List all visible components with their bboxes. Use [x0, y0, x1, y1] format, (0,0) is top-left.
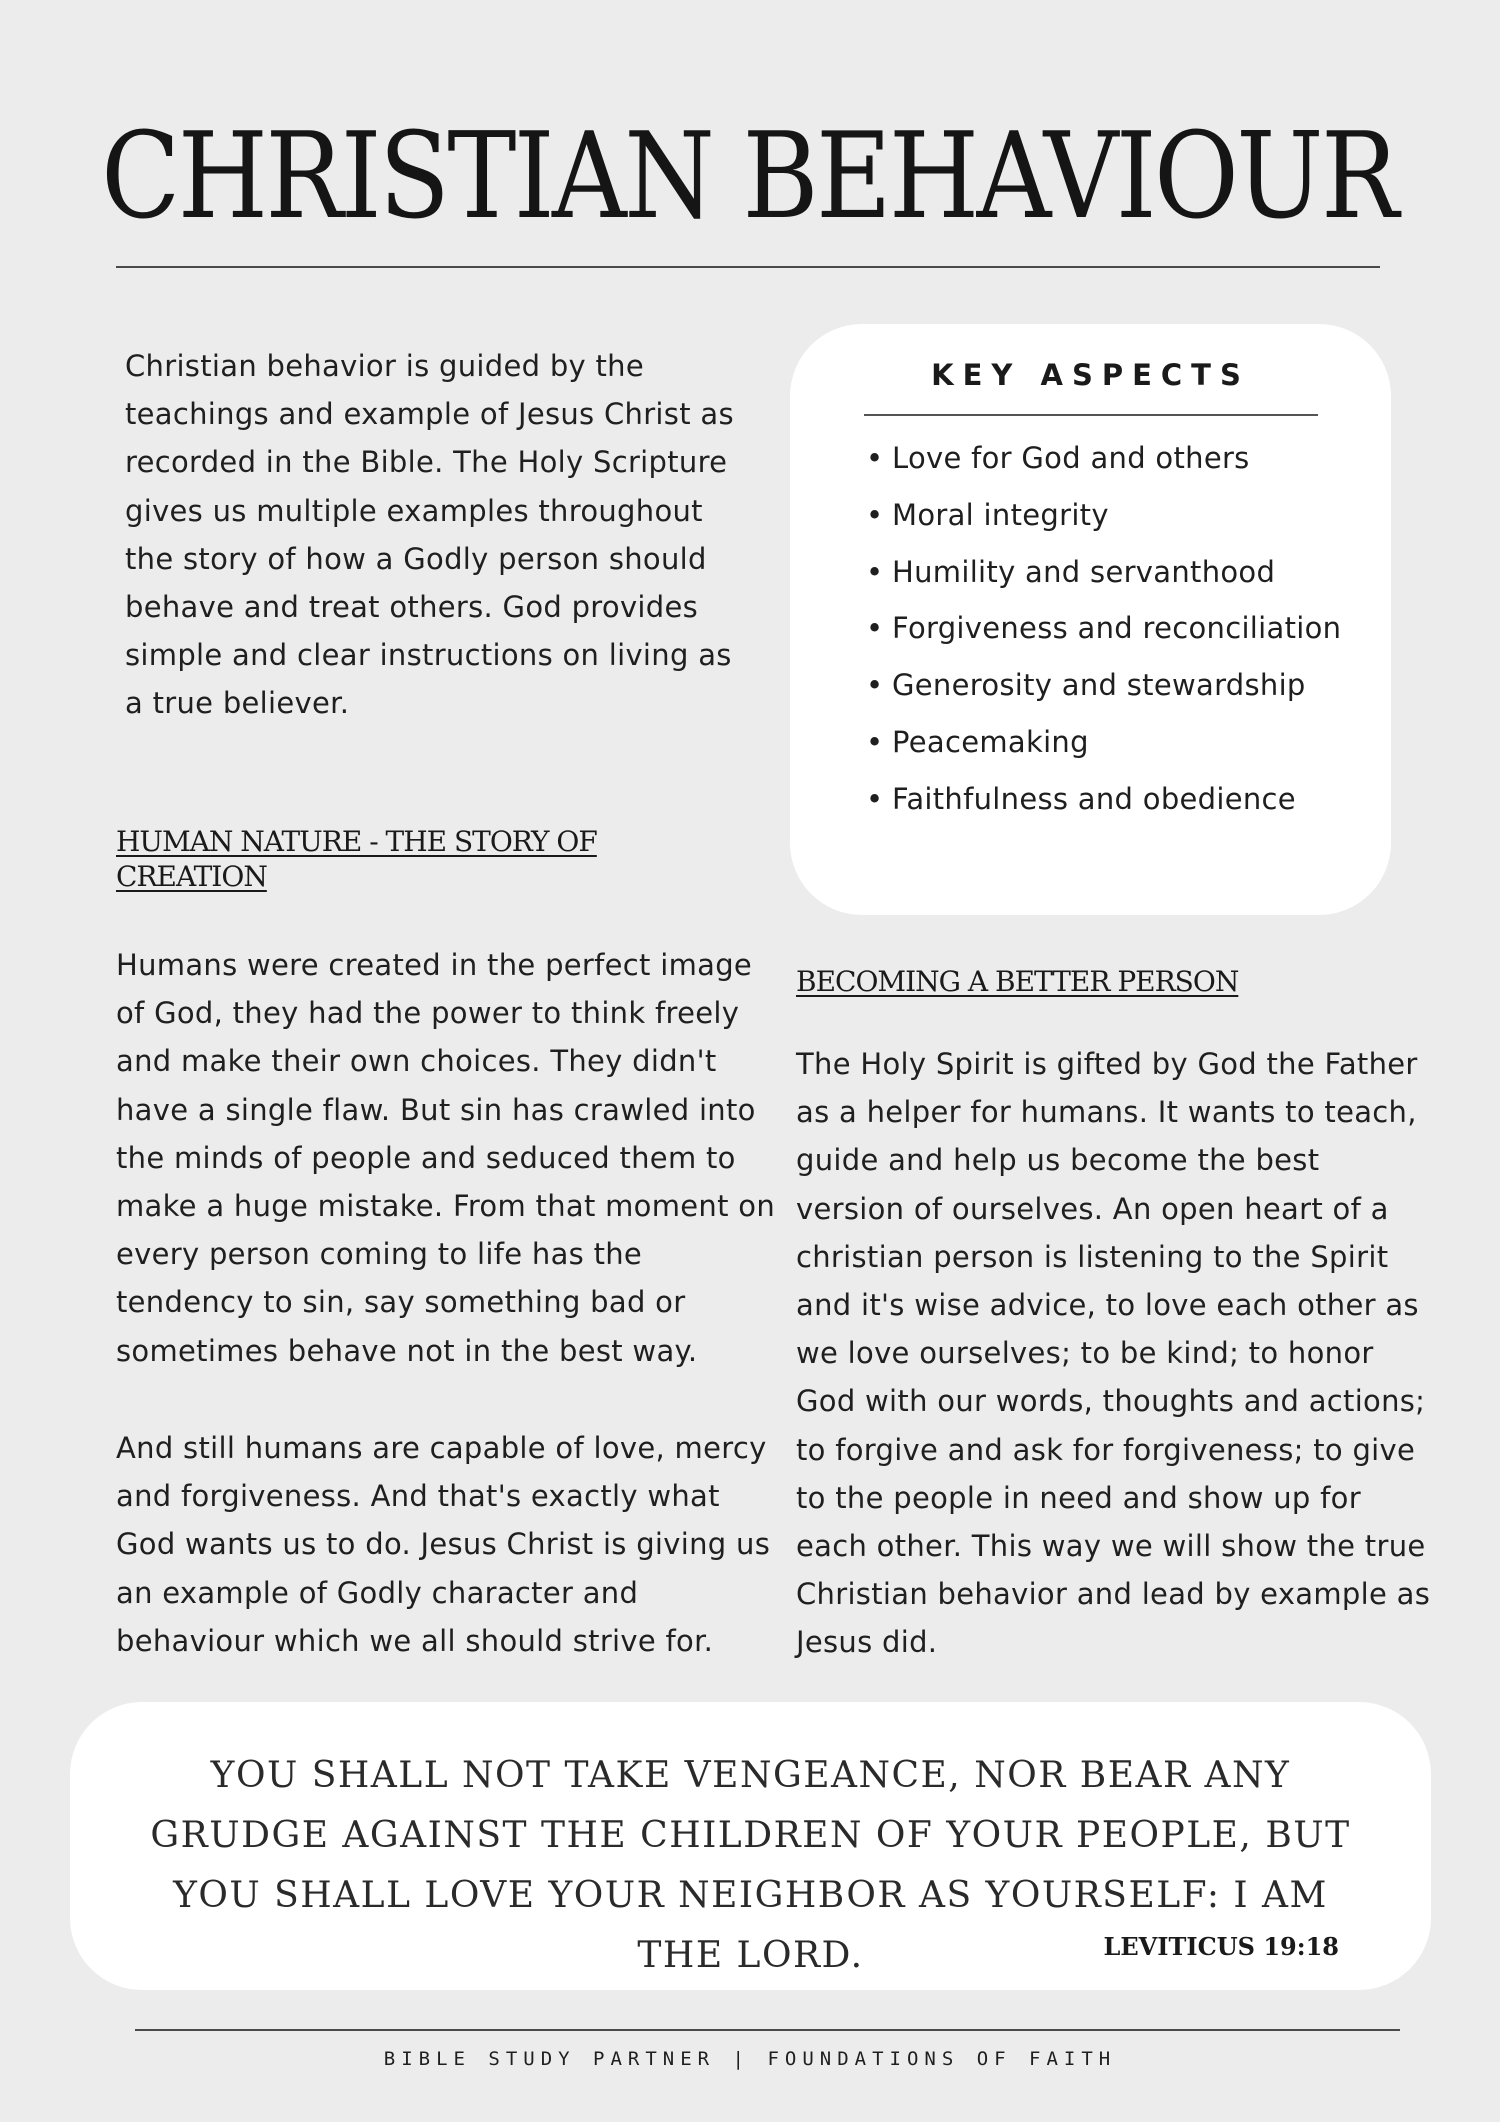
human-nature-paragraph-1: Humans were created in the perfect image of God, they had the power to think freely and make their own choices. They didn't have a single flaw. But sin has crawled into the minds of people and seduced them to make a huge mistake. From that moment on every person coming to life has the tendency to sin, say something bad or sometimes behave not in the best way. [116, 948, 776, 1368]
key-aspect-item: • Moral integrity [892, 487, 1362, 544]
key-aspects-list [892, 430, 1362, 828]
key-aspect-item: • Love for God and others [892, 430, 1362, 487]
key-aspect-item: • Peacemaking [892, 714, 1362, 771]
key-aspect-item: • Faithfulness and obedience [892, 771, 1362, 828]
scripture-reference: LEVITICUS 19:18 [1103, 1932, 1339, 1961]
key-aspects-heading: KEY ASPECTS [931, 358, 1250, 392]
page-title: CHRISTIAN BEHAVIOUR [101, 108, 1397, 246]
key-aspects-card [790, 324, 1391, 915]
human-nature-heading: HUMAN NATURE - THE STORY OF CREATION [116, 825, 597, 893]
better-person-heading: BECOMING A BETTER PERSON [796, 965, 1239, 998]
footer-divider [135, 2029, 1400, 2031]
key-aspect-item: • Forgiveness and reconciliation [892, 600, 1362, 657]
title-divider [116, 266, 1380, 268]
better-person-paragraph: The Holy Spirit is gifted by God the Father as a helper for humans. It wants to teach, guide and help us become the best version of ourselves. An open heart of a christian person is listening to the Spirit and it's wise advice, to love each other as we love ourselves; to be kind; to honor God with our words, thoughts and actions; to forgive and ask for forgiveness; to give to the people in need and show up for each other. This way we will show the true Christian behavior and lead by example as Jesus did. [796, 1047, 1431, 1660]
human-nature-paragraph-2: And still humans are capable of love, mercy and forgiveness. And that's exactly what God wants us to do. Jesus Christ is giving us an example of Godly character and behaviour which we all should strive for. [116, 1431, 771, 1658]
intro-paragraph: Christian behavior is guided by the teachings and example of Jesus Christ as recorded in the Bible. The Holy Scripture gives us multiple examples throughout the story of how a Godly person should behave and treat others. God provides simple and clear instructions on living as a true believer. [125, 349, 734, 721]
scripture-quote-card [70, 1702, 1431, 1990]
key-aspect-item: • Generosity and stewardship [892, 657, 1362, 714]
key-aspect-item: • Humility and servanthood [892, 544, 1362, 601]
footer-text: BIBLE STUDY PARTNER | FOUNDATIONS OF FAITH [383, 2048, 1117, 2070]
scripture-quote-text: YOU SHALL NOT TAKE VENGEANCE, NOR BEAR ANY GRUDGE AGAINST THE CHILDREN OF YOUR PEOPLE, BUT YOU SHALL LOVE YOUR NEIGHBOR AS YOURSELF: I AM THE LORD. [150, 1755, 1351, 1976]
key-aspects-divider [864, 414, 1318, 416]
